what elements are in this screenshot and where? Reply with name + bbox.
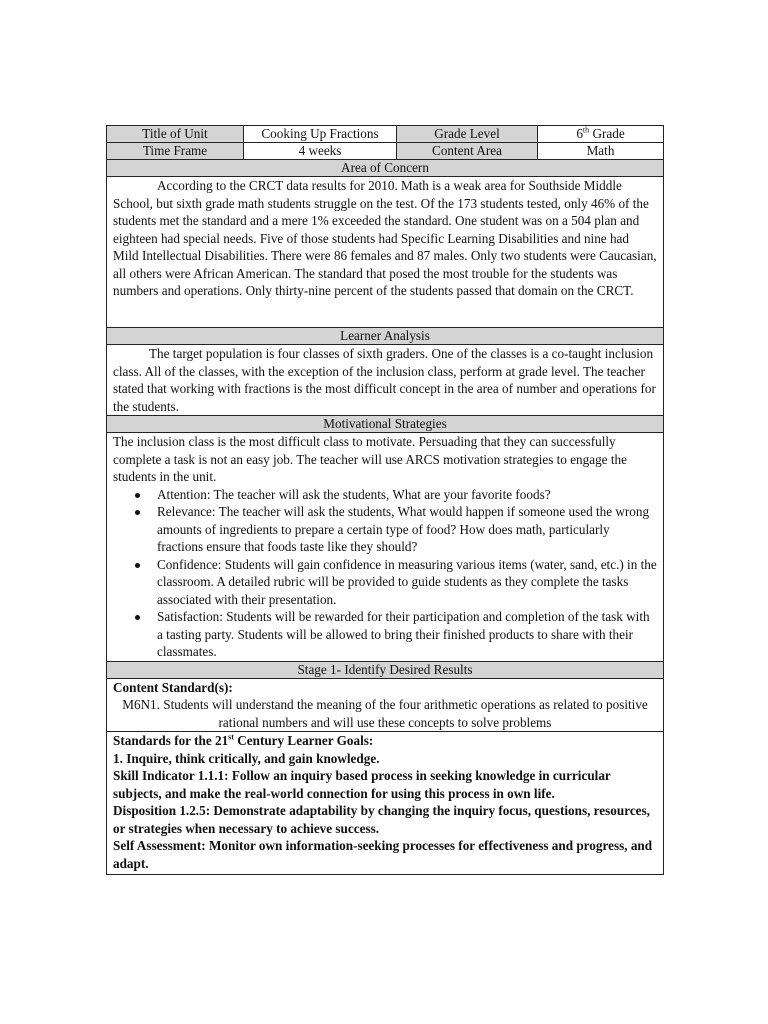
area-of-concern-header-row: [107, 160, 664, 177]
content-standard-row: [107, 678, 664, 732]
grade-word: Grade: [589, 126, 625, 141]
grade-number: 6: [576, 126, 583, 141]
bullet-text-satisfaction: Satisfaction: Students will be rewarded for their participation and completion of the task with a tasting party. Students will be allowed to bring their finished products to share with their classmates.: [157, 609, 650, 659]
content-area-value: Math: [538, 143, 664, 160]
bullet-icon: [135, 615, 140, 620]
grade-level-label: Grade Level: [397, 126, 538, 143]
self-assessment-text: Self Assessment: Monitor own information-seeking processes for effectiveness and progress, and adapt.: [113, 838, 653, 871]
bullet-text-relevance: Relevance: The teacher will ask the students, What would happen if someone used the wrong amounts of ingredients to prepare a certain type of food? How does math, particularly fractions ensure that foods taste like they should?: [157, 504, 650, 554]
standards-21-title: Standards for the 21st Century Learner Goals:: [113, 732, 374, 748]
lesson-plan-page: [106, 125, 663, 875]
title-of-unit-label: Title of Unit: [107, 126, 244, 143]
learner-analysis-text: The target population is four classes of sixth graders. One of the classes is a co-taught inclusion class. All of the classes, with the exception of the inclusion class, perform at grade level. The teacher stated that working with fractions is the most difficult concept in the area of number and operations for the students.: [113, 346, 656, 414]
content-area-label: Content Area: [397, 143, 538, 160]
learner-analysis-heading: Learner Analysis: [107, 328, 664, 345]
disposition-text: Disposition 1.2.5: Demonstrate adaptability by changing the inquiry focus, questions, resources, or strategies when necessary to achieve success.: [113, 803, 650, 836]
bullet-text-confidence: Confidence: Students will gain confidence in measuring various items (water, sand, etc.) in the classroom. A detailed rubric will be provided to guide students as they complete the tasks associated with their presentation.: [157, 556, 657, 607]
time-frame-row: [107, 143, 664, 160]
content-standard-label: Content Standard(s):: [113, 679, 233, 695]
stage1-heading: Stage 1- Identify Desired Results: [107, 661, 664, 678]
skill-indicator-text: Skill Indicator 1.1.1: Follow an inquiry based process in seeking knowledge in curricular subjects, and make the real-world connection for using this process in own life.: [113, 768, 611, 801]
motivational-strategies-heading: Motivational Strategies: [107, 416, 664, 433]
learner-analysis-header-row: [107, 328, 664, 345]
arcs-bullet-list: [113, 486, 657, 661]
bullet-icon: [135, 563, 140, 568]
bullet-text-attention: Attention: The teacher will ask the students, What are your favorite foods?: [157, 486, 551, 502]
list-item: [157, 556, 657, 609]
stage1-header-row: [107, 661, 664, 678]
bullet-icon: [135, 493, 140, 498]
content-standard-text: M6N1. Students will understand the meaning of the four arithmetic operations as related to positive rational numbers and will use these concepts to solve problems: [122, 697, 648, 730]
learner-analysis-body-row: [107, 345, 664, 416]
motivational-strategies-intro: The inclusion class is the most difficult class to motivate. Persuading that they can successfully complete a task is not an easy job. The teacher will use ARCS motivation strategies to engage the students in the unit.: [113, 434, 627, 484]
time-frame-label: Time Frame: [107, 143, 244, 160]
title-row: [107, 126, 664, 143]
title-of-unit-value: Cooking Up Fractions: [244, 126, 397, 143]
time-frame-value: 4 weeks: [244, 143, 397, 160]
area-of-concern-heading: Area of Concern: [107, 160, 664, 177]
list-item: [157, 486, 657, 504]
motivational-strategies-header-row: [107, 416, 664, 433]
grade-ordinal-suffix: th: [582, 125, 590, 135]
list-item: [157, 608, 657, 661]
area-of-concern-body-row: [107, 177, 664, 328]
standards-21-goal: 1. Inquire, think critically, and gain knowledge.: [113, 750, 380, 766]
motivational-strategies-body-row: [107, 433, 664, 662]
bullet-icon: [135, 510, 140, 515]
list-item: [157, 503, 657, 556]
grade-level-value: [538, 126, 664, 143]
unit-plan-table: [106, 125, 664, 875]
area-of-concern-text: According to the CRCT data results for 2010. Math is a weak area for Southside Middle School, but sixth grade math students struggle on the test. Of the 173 students tested, only 46% of the students met the standard and a mere 1% exceeded the standard. One student was on a 504 plan and eighteen had special needs. Five of those students had Specific Learning Disabilities and nine had Mild Intellectual Disabilities. There were 86 females and 87 males. Only two students were Caucasian, all others were African American. The standard that posed the most trouble for the students was numbers and operations. Only thirty-nine percent of the students passed that domain on the CRCT.: [113, 178, 657, 298]
standards-21-row: [107, 732, 664, 875]
